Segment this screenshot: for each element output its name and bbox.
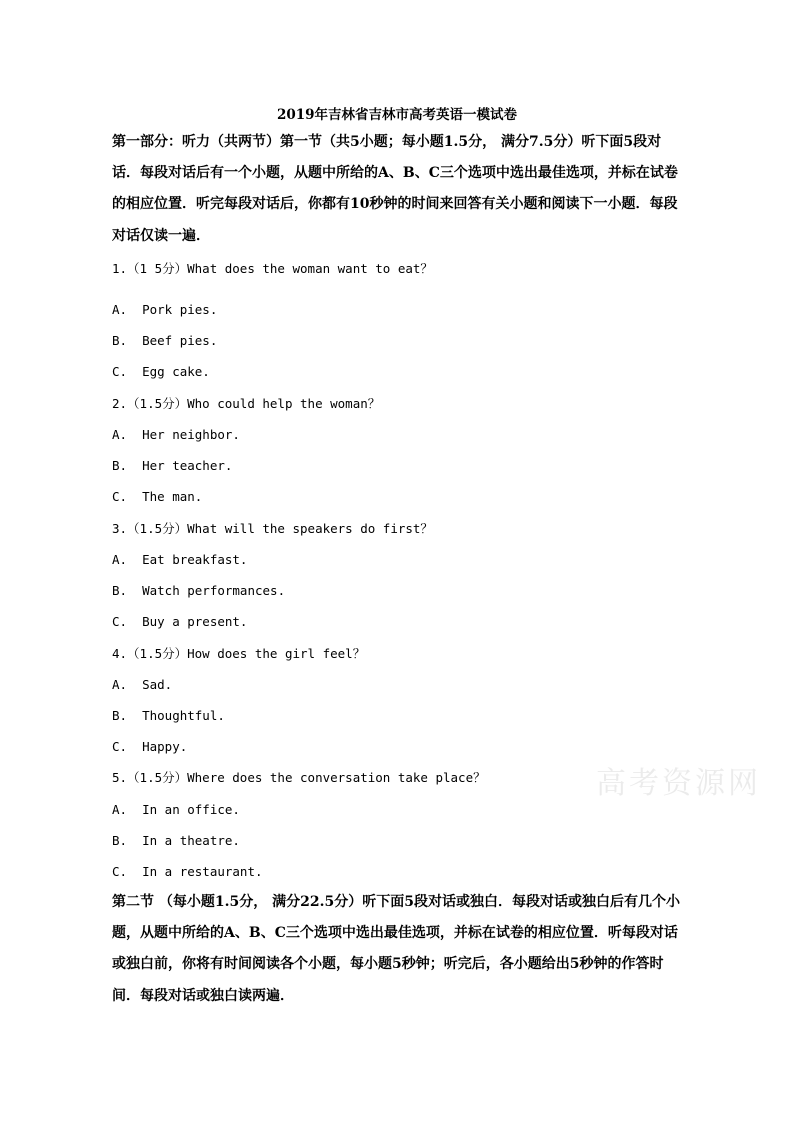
question-2-option-b: B. Her teacher.	[112, 458, 233, 473]
watermark: 高考资源网	[596, 766, 761, 801]
question-5-option-b: B. In a theatre.	[112, 833, 240, 848]
question-5-option-a: A. In an office.	[112, 802, 240, 817]
exam-title: 2019年吉林省吉林市高考英语一模试卷	[276, 107, 518, 123]
question-2-stem: 2.（1.5分）Who could help the woman？	[112, 396, 381, 411]
question-4-option-b: B. Thoughtful.	[112, 708, 225, 723]
question-1-stem: 1.（1 5分）What does the woman want to eat？	[112, 261, 433, 276]
question-4-stem: 4.（1.5分）How does the girl feel？	[112, 646, 366, 661]
question-4-option-a: A. Sad.	[112, 677, 173, 692]
question-4-option-c: C. Happy.	[112, 739, 188, 754]
question-1-option-b: B. Beef pies.	[112, 333, 218, 348]
question-2-option-a: A. Her neighbor.	[112, 427, 240, 442]
question-3-stem: 3.（1.5分）What will the speakers do first？	[112, 521, 433, 536]
question-3-option-b: B. Watch performances.	[112, 583, 286, 598]
part1-instructions: 第一部分：听力（共两节）第一节（共5小题；每小题1.5分， 满分7.5分）听下面5段对话．每段对话后有一个小题，从题中所给的A、B、C三个选项中选出最佳选项，并标在试卷的相应位置．听完每段对话后，你都有10秒钟的时间来回答有关小题和阅读下一小题．每段对话仅读一遍．	[112, 134, 678, 244]
question-1-option-c: C. Egg cake.	[112, 364, 210, 379]
part2-instructions: 第二节 （每小题1.5分， 满分22.5分）听下面5段对话或独白．每段对话或独白后有几个小题，从题中所给的A、B、C三个选项中选出最佳选项，并标在试卷的相应位置．听每段对话或独白前，你将有时间阅读各个小题，每小题5秒钟；听完后，各小题给出5秒钟的作答时间．每段对话或独白读两遍．	[112, 894, 680, 1004]
question-3-option-c: C. Buy a present.	[112, 614, 248, 629]
question-2-option-c: C. The man.	[112, 489, 203, 504]
question-1-option-a: A. Pork pies.	[112, 302, 218, 317]
question-3-option-a: A. Eat breakfast.	[112, 552, 248, 567]
question-5-option-c: C. In a restaurant.	[112, 864, 263, 879]
question-5-stem: 5.（1.5分）Where does the conversation take place？	[112, 770, 486, 785]
